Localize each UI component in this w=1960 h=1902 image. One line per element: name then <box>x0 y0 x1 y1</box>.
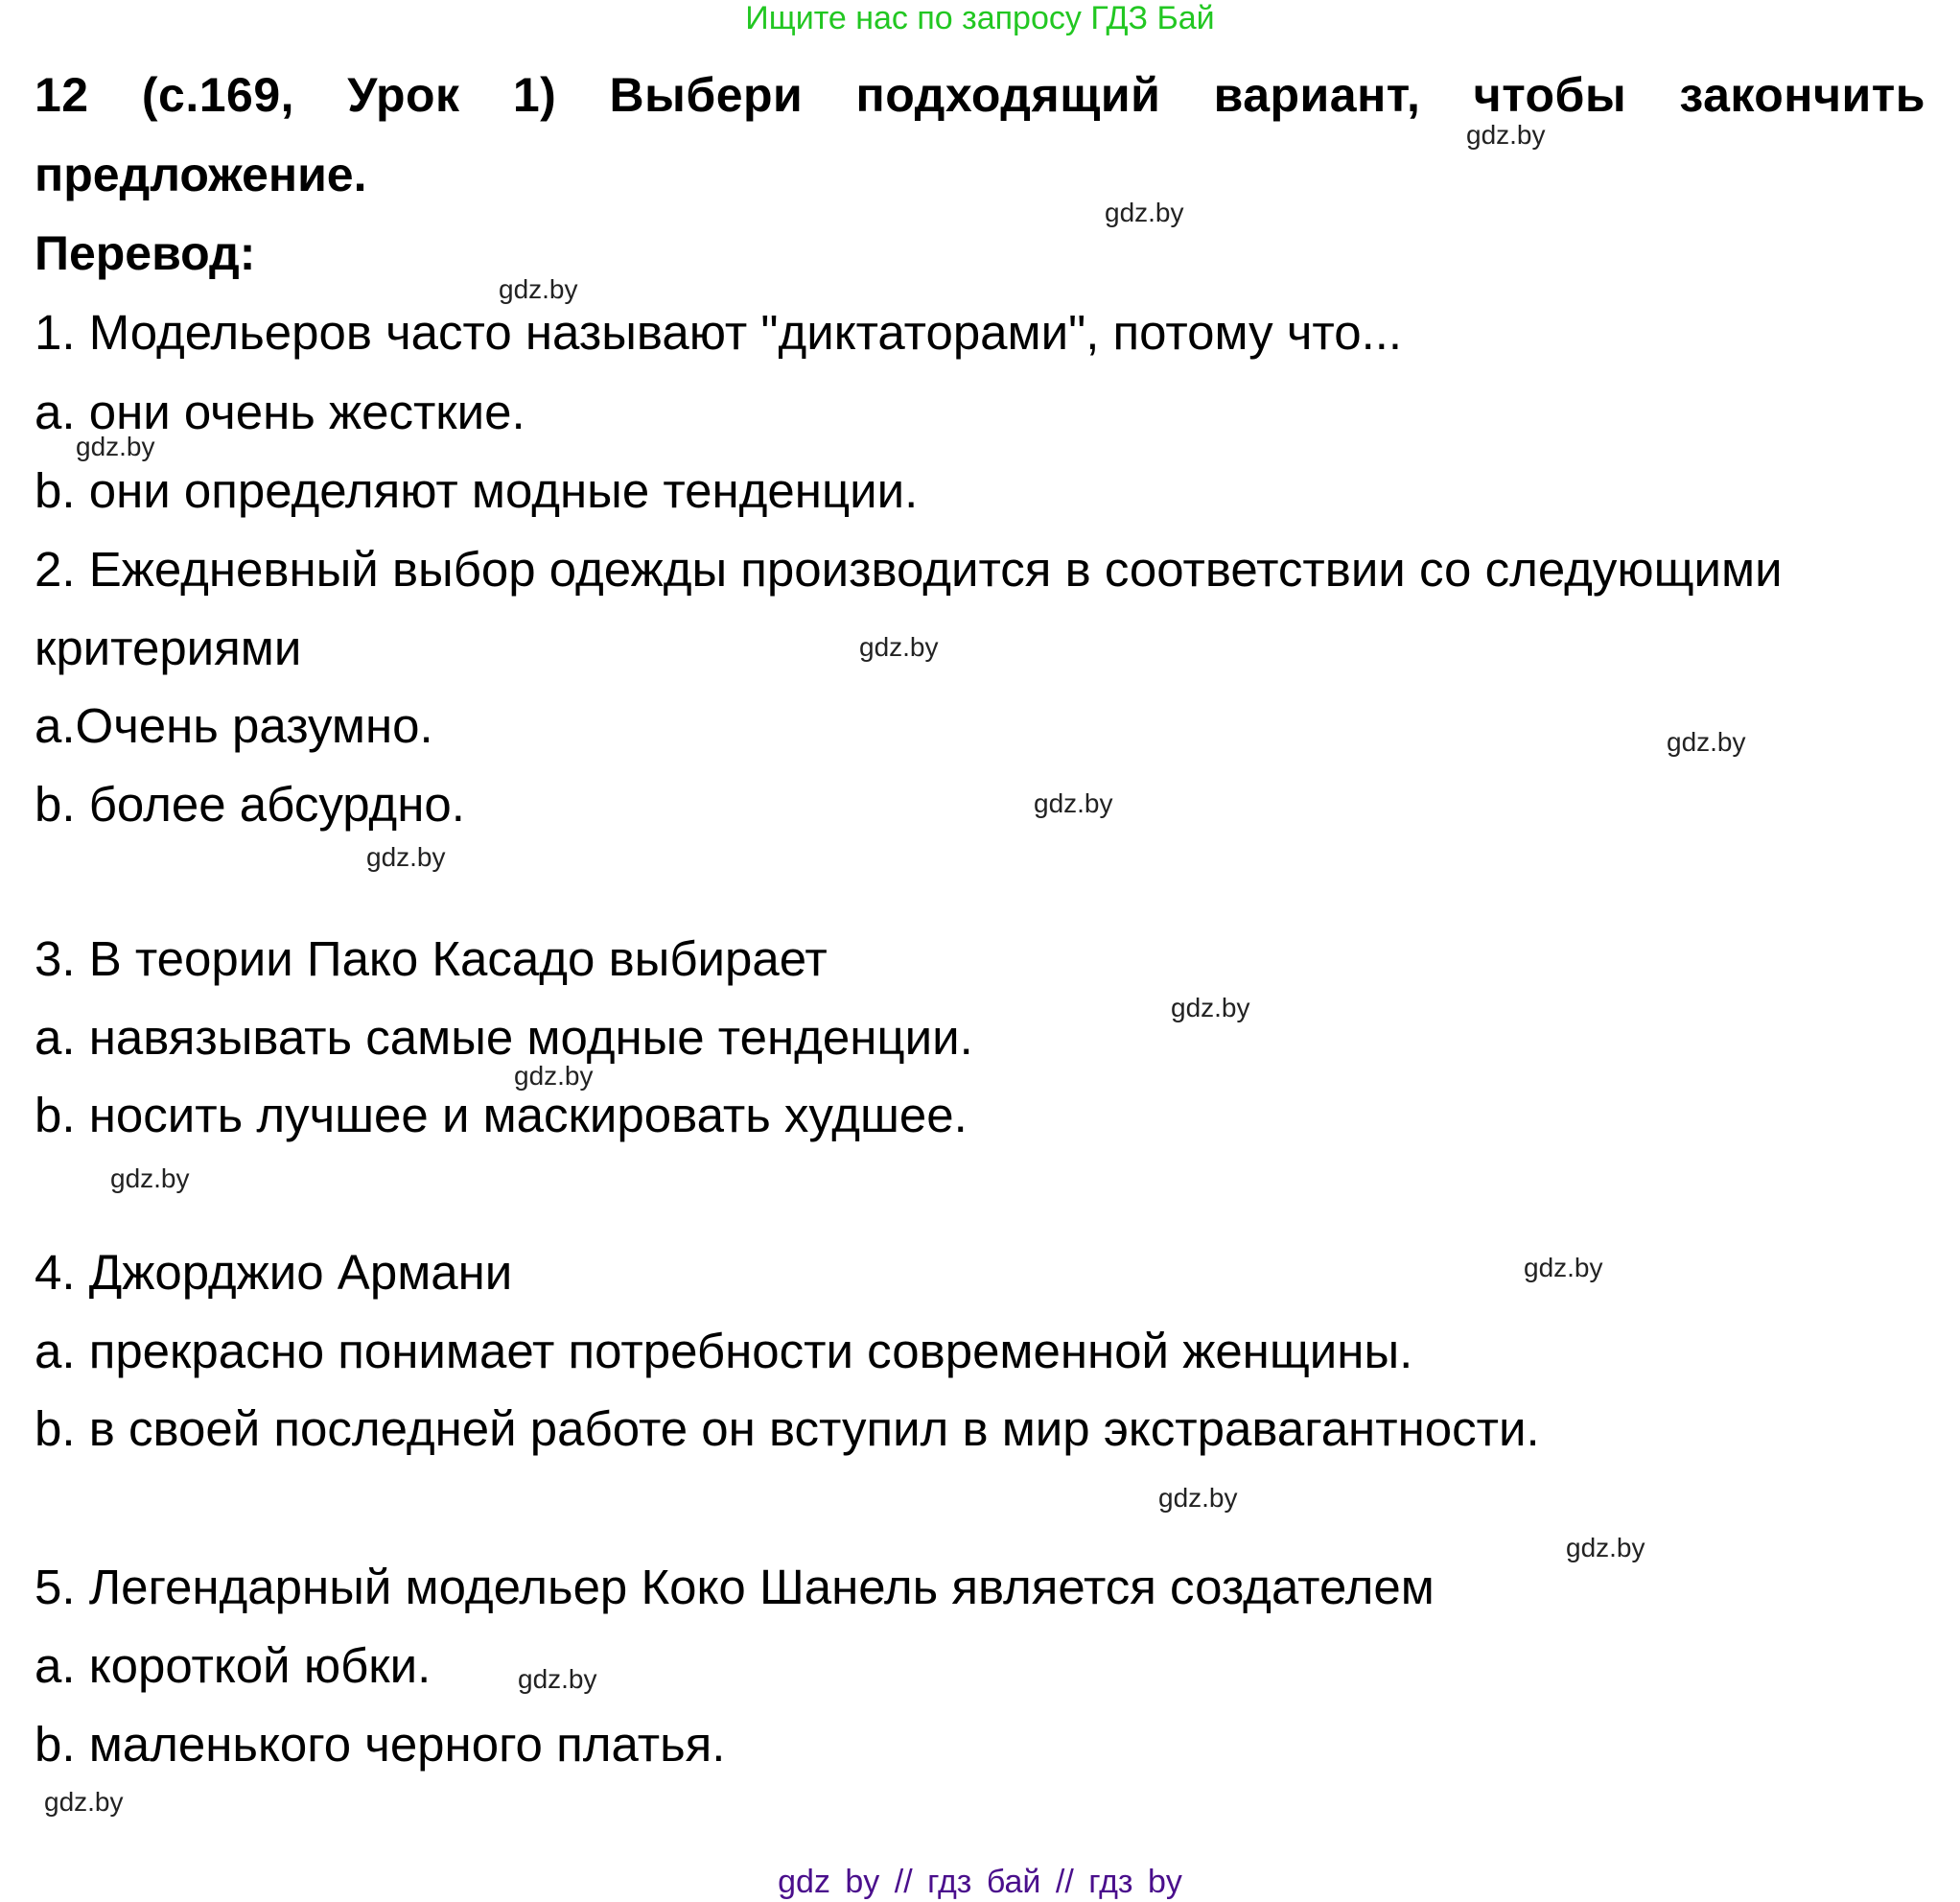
question-4-option-b: b. в своей последней работе он вступил в мир экстравагантности. <box>35 1401 1540 1456</box>
watermark: gdz.by <box>1105 198 1184 227</box>
task-title-continuation: предложение. <box>35 148 367 201</box>
watermark: gdz.by <box>110 1163 190 1193</box>
question-2-option-a: a.Очень разумно. <box>35 698 433 753</box>
watermark: gdz.by <box>1566 1533 1645 1562</box>
watermark: gdz.by <box>44 1787 124 1817</box>
question-5-option-a: a. короткой юбки. <box>35 1638 432 1693</box>
watermark: gdz.by <box>1667 727 1746 757</box>
question-1: 1. Модельеров часто называют "диктаторами", потому что... <box>35 305 1403 360</box>
question-4-option-a: a. прекрасно понимает потребности современной женщины. <box>35 1324 1413 1378</box>
search-hint-banner: Ищите нас по запросу ГДЗ Бай <box>745 0 1215 36</box>
task-title: 12 (с.169, Урок 1) Выбери подходящий вариант, чтобы закончить <box>35 68 1925 122</box>
watermark: gdz.by <box>518 1664 597 1694</box>
question-2-option-b: b. более абсурдно. <box>35 777 465 832</box>
watermark: gdz.by <box>366 842 446 872</box>
watermark: gdz.by <box>1034 788 1113 818</box>
watermark: gdz.by <box>1524 1253 1603 1282</box>
watermark: gdz.by <box>499 274 578 304</box>
question-5-option-b: b. маленького черного платья. <box>35 1717 726 1772</box>
question-1-option-b: b. они определяют модные тенденции. <box>35 463 919 518</box>
question-2-continuation: критериями <box>35 621 302 675</box>
question-1-option-a: a. они очень жесткие. <box>35 385 525 439</box>
watermark: gdz.by <box>76 432 155 461</box>
watermark: gdz.by <box>1171 993 1250 1022</box>
footer-brand: gdz by // гдз бай // гдз by <box>778 1864 1182 1900</box>
watermark: gdz.by <box>1466 120 1546 150</box>
question-2: 2. Ежедневный выбор одежды производится в соответствии со следующими <box>35 542 1783 597</box>
watermark: gdz.by <box>1158 1483 1238 1513</box>
watermark: gdz.by <box>514 1061 594 1091</box>
translation-label: Перевод: <box>35 226 256 280</box>
question-3-option-a: a. навязывать самые модные тенденции. <box>35 1010 973 1065</box>
question-3: 3. В теории Пако Касадо выбирает <box>35 931 828 986</box>
question-5: 5. Легендарный модельер Коко Шанель является создателем <box>35 1560 1435 1614</box>
question-4: 4. Джорджио Армани <box>35 1245 513 1300</box>
question-3-option-b: b. носить лучшее и маскировать худшее. <box>35 1088 968 1142</box>
watermark: gdz.by <box>859 632 939 662</box>
